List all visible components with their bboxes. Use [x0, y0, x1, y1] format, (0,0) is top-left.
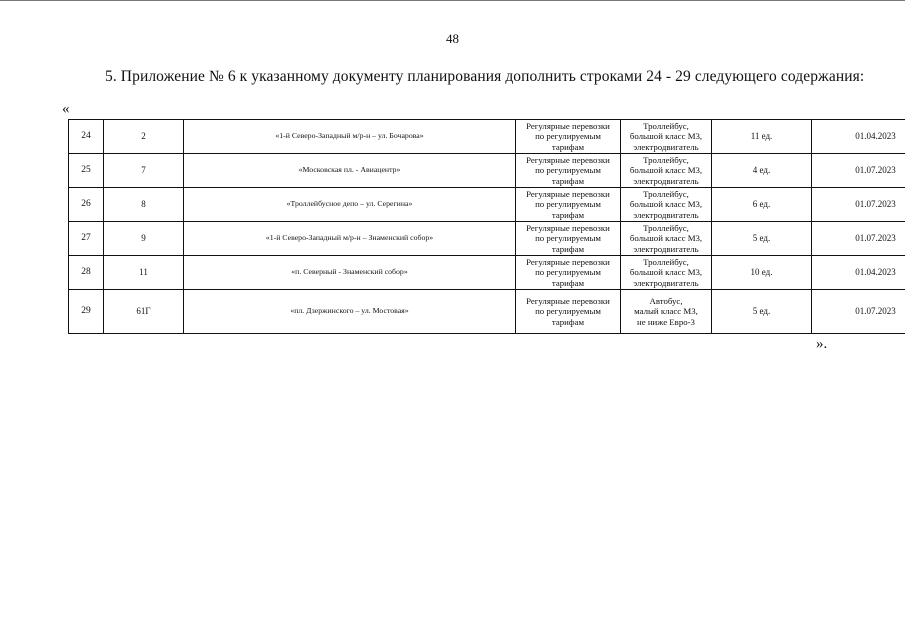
- transport-type-line: по регулируемым: [535, 306, 601, 317]
- transport-type-line: Регулярные перевозки: [526, 188, 610, 199]
- row-number-cell: 26: [69, 188, 104, 222]
- vehicle-class-line: большой класс М3,: [629, 199, 703, 210]
- route-name-cell: «п. Северный - Знаменский собор»: [184, 256, 516, 290]
- vehicle-class-cell: [621, 154, 712, 188]
- transport-type-cell: [516, 120, 621, 154]
- table-row: [69, 154, 905, 188]
- transport-type-cell: [516, 222, 621, 256]
- routes-table-body: [69, 120, 905, 334]
- transport-type-line: тарифам: [551, 316, 585, 327]
- transport-type-cell: [516, 290, 621, 334]
- closing-quote-mark: ».: [816, 336, 828, 352]
- route-number-cell: 61Г: [104, 290, 184, 334]
- transport-type-line: Регулярные перевозки: [526, 154, 610, 165]
- transport-type-line: по регулируемым: [535, 131, 601, 142]
- vehicle-class-line: большой класс М3,: [629, 165, 703, 176]
- row-number-cell: 24: [69, 120, 104, 154]
- transport-type-cell: [516, 154, 621, 188]
- vehicle-class-line: большой класс М3,: [629, 131, 703, 142]
- route-name-cell: «Троллейбусное депо – ул. Серегина»: [184, 188, 516, 222]
- transport-type-line: Регулярные перевозки: [526, 256, 610, 267]
- row-number-cell: 29: [69, 290, 104, 334]
- vehicle-class-cell: [621, 290, 712, 334]
- transport-type-line: тарифам: [551, 243, 585, 254]
- vehicle-quantity-cell: 6 ед.: [712, 188, 812, 222]
- transport-type-line: Регулярные перевозки: [526, 295, 610, 306]
- table-row: [69, 120, 905, 154]
- start-date-cell: 01.07.2023: [812, 290, 905, 334]
- route-name-cell: «1-й Северо-Западный м/р-н – Знаменский собор»: [184, 222, 516, 256]
- vehicle-class-line: Троллейбус,: [643, 120, 689, 131]
- start-date-cell: 01.07.2023: [812, 222, 905, 256]
- page-number: 48: [446, 31, 459, 46]
- vehicle-class-cell: [621, 188, 712, 222]
- route-number-cell: 8: [104, 188, 184, 222]
- vehicle-class-line: электродвигатель: [633, 141, 699, 152]
- transport-type-line: Регулярные перевозки: [526, 120, 610, 131]
- vehicle-class-line: Троллейбус,: [643, 154, 689, 165]
- vehicle-class-line: Троллейбус,: [643, 188, 689, 199]
- transport-type-cell: [516, 256, 621, 290]
- transport-type-line: по регулируемым: [535, 267, 601, 278]
- vehicle-class-line: малый класс М3,: [634, 306, 698, 317]
- route-name-cell: «пл. Дзержинского – ул. Мостовая»: [184, 290, 516, 334]
- table-row: [69, 222, 905, 256]
- route-name-cell: «1-й Северо-Западный м/р-н – ул. Бочарова»: [184, 120, 516, 154]
- transport-type-line: по регулируемым: [535, 233, 601, 244]
- route-name-cell: «Московская пл. - Авиацентр»: [184, 154, 516, 188]
- route-number-cell: 2: [104, 120, 184, 154]
- vehicle-class-line: Троллейбус,: [643, 256, 689, 267]
- transport-type-line: по регулируемым: [535, 165, 601, 176]
- route-number-cell: 9: [104, 222, 184, 256]
- transport-type-line: тарифам: [551, 277, 585, 288]
- vehicle-quantity-cell: 4 ед.: [712, 154, 812, 188]
- vehicle-class-line: большой класс М3,: [629, 267, 703, 278]
- vehicle-class-line: электродвигатель: [633, 277, 699, 288]
- transport-type-line: по регулируемым: [535, 199, 601, 210]
- vehicle-class-line: большой класс М3,: [629, 233, 703, 244]
- vehicle-class-line: Автобус,: [649, 295, 683, 306]
- start-date-cell: 01.07.2023: [812, 154, 905, 188]
- start-date-cell: 01.04.2023: [812, 120, 905, 154]
- vehicle-class-line: не ниже Евро-3: [637, 316, 695, 327]
- vehicle-quantity-cell: 10 ед.: [712, 256, 812, 290]
- start-date-cell: 01.07.2023: [812, 188, 905, 222]
- vehicle-class-line: электродвигатель: [633, 243, 699, 254]
- route-number-cell: 7: [104, 154, 184, 188]
- vehicle-quantity-cell: 5 ед.: [712, 222, 812, 256]
- vehicle-class-cell: [621, 222, 712, 256]
- start-date-cell: 01.04.2023: [812, 256, 905, 290]
- vehicle-quantity-cell: 5 ед.: [712, 290, 812, 334]
- table-row: [69, 188, 905, 222]
- routes-table: [68, 119, 905, 334]
- vehicle-quantity-cell: 11 ед.: [712, 120, 812, 154]
- transport-type-cell: [516, 188, 621, 222]
- page-top-edge: [0, 0, 905, 1]
- transport-type-line: тарифам: [551, 141, 585, 152]
- vehicle-class-line: Троллейбус,: [643, 222, 689, 233]
- vehicle-class-cell: [621, 256, 712, 290]
- vehicle-class-cell: [621, 120, 712, 154]
- transport-type-line: тарифам: [551, 209, 585, 220]
- transport-type-line: Регулярные перевозки: [526, 222, 610, 233]
- opening-quote-mark: «: [62, 101, 70, 117]
- row-number-cell: 25: [69, 154, 104, 188]
- row-number-cell: 27: [69, 222, 104, 256]
- route-number-cell: 11: [104, 256, 184, 290]
- vehicle-class-line: электродвигатель: [633, 175, 699, 186]
- table-row: [69, 290, 905, 334]
- table-row: [69, 256, 905, 290]
- row-number-cell: 28: [69, 256, 104, 290]
- vehicle-class-line: электродвигатель: [633, 209, 699, 220]
- transport-type-line: тарифам: [551, 175, 585, 186]
- amendment-heading: 5. Приложение № 6 к указанному документу планирования дополнить строками 24 - 29 следующего содержания:: [105, 68, 865, 85]
